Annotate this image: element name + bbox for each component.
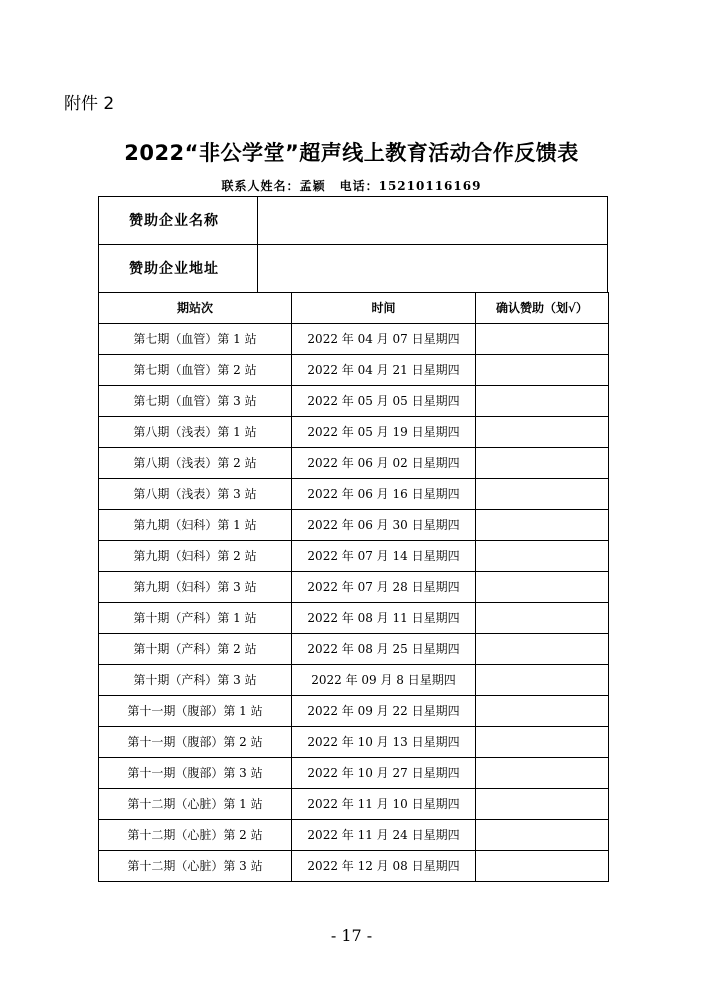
- session-cell: 第十一期（腹部）第 1 站: [99, 696, 292, 727]
- confirm-cell[interactable]: [476, 479, 609, 510]
- confirm-cell[interactable]: [476, 417, 609, 448]
- table-row: [99, 727, 609, 758]
- session-cell: 第八期（浅表）第 3 站: [99, 479, 292, 510]
- table-row: [99, 758, 609, 789]
- confirm-cell[interactable]: [476, 665, 609, 696]
- table-row: [99, 541, 609, 572]
- date-cell: 2022 年 10 月 13 日星期四: [292, 727, 476, 758]
- table-row: [99, 851, 609, 882]
- date-cell: 2022 年 06 月 16 日星期四: [292, 479, 476, 510]
- date-cell: 2022 年 04 月 07 日星期四: [292, 324, 476, 355]
- date-cell: 2022 年 07 月 14 日星期四: [292, 541, 476, 572]
- session-cell: 第十期（产科）第 2 站: [99, 634, 292, 665]
- date-cell: 2022 年 09 月 8 日星期四: [292, 665, 476, 696]
- table-row: [99, 696, 609, 727]
- table-row: [99, 572, 609, 603]
- page-number: - 17 -: [330, 926, 373, 945]
- contact-name: 孟颖: [299, 179, 326, 193]
- table-row: [99, 386, 609, 417]
- date-cell: 2022 年 08 月 11 日星期四: [292, 603, 476, 634]
- table-row: [99, 417, 609, 448]
- contact-name-label: 联系人姓名：: [221, 179, 300, 193]
- schedule-header-row: [99, 293, 609, 324]
- sponsor-name-label: 赞助企业名称: [99, 197, 258, 244]
- contact-phone-label: 电话：: [339, 179, 379, 193]
- confirm-cell[interactable]: [476, 696, 609, 727]
- session-cell: 第十二期（心脏）第 1 站: [99, 789, 292, 820]
- session-cell: 第十一期（腹部）第 2 站: [99, 727, 292, 758]
- confirm-cell[interactable]: [476, 355, 609, 386]
- session-cell: 第十二期（心脏）第 3 站: [99, 851, 292, 882]
- date-cell: 2022 年 11 月 10 日星期四: [292, 789, 476, 820]
- date-cell: 2022 年 12 月 08 日星期四: [292, 851, 476, 882]
- date-cell: 2022 年 06 月 02 日星期四: [292, 448, 476, 479]
- table-row: [99, 479, 609, 510]
- table-row: [99, 324, 609, 355]
- confirm-cell[interactable]: [476, 324, 609, 355]
- column-header-confirm: 确认赞助（划√）: [476, 293, 609, 324]
- confirm-cell[interactable]: [476, 541, 609, 572]
- session-cell: 第十二期（心脏）第 2 站: [99, 820, 292, 851]
- sponsor-address-field[interactable]: [258, 245, 607, 293]
- date-cell: 2022 年 09 月 22 日星期四: [292, 696, 476, 727]
- session-cell: 第十期（产科）第 1 站: [99, 603, 292, 634]
- confirm-cell[interactable]: [476, 851, 609, 882]
- table-row: [99, 603, 609, 634]
- table-row: [99, 820, 609, 851]
- date-cell: 2022 年 06 月 30 日星期四: [292, 510, 476, 541]
- date-cell: 2022 年 04 月 21 日星期四: [292, 355, 476, 386]
- session-cell: 第七期（血管）第 3 站: [99, 386, 292, 417]
- contact-phone: 15210116169: [378, 179, 482, 193]
- column-header-date: 时间: [292, 293, 476, 324]
- table-row: [99, 448, 609, 479]
- session-cell: 第十一期（腹部）第 3 站: [99, 758, 292, 789]
- table-row: [99, 634, 609, 665]
- confirm-cell[interactable]: [476, 758, 609, 789]
- sponsor-address-row: [99, 245, 607, 293]
- table-row: [99, 665, 609, 696]
- date-cell: 2022 年 07 月 28 日星期四: [292, 572, 476, 603]
- table-row: [99, 789, 609, 820]
- session-cell: 第十期（产科）第 3 站: [99, 665, 292, 696]
- confirm-cell[interactable]: [476, 386, 609, 417]
- table-row: [99, 510, 609, 541]
- date-cell: 2022 年 05 月 05 日星期四: [292, 386, 476, 417]
- session-cell: 第九期（妇科）第 3 站: [99, 572, 292, 603]
- date-cell: 2022 年 05 月 19 日星期四: [292, 417, 476, 448]
- confirm-cell[interactable]: [476, 727, 609, 758]
- confirm-cell[interactable]: [476, 820, 609, 851]
- session-cell: 第八期（浅表）第 2 站: [99, 448, 292, 479]
- contact-line: [0, 178, 703, 194]
- sponsor-name-field[interactable]: [258, 197, 607, 244]
- session-cell: 第九期（妇科）第 1 站: [99, 510, 292, 541]
- confirm-cell[interactable]: [476, 510, 609, 541]
- session-cell: 第九期（妇科）第 2 站: [99, 541, 292, 572]
- sponsor-info-table: [98, 196, 608, 292]
- sponsor-address-label: 赞助企业地址: [99, 245, 258, 293]
- column-header-session: 期站次: [99, 293, 292, 324]
- confirm-cell[interactable]: [476, 572, 609, 603]
- confirm-cell[interactable]: [476, 634, 609, 665]
- confirm-cell[interactable]: [476, 789, 609, 820]
- table-row: [99, 355, 609, 386]
- date-cell: 2022 年 10 月 27 日星期四: [292, 758, 476, 789]
- document-title: 2022“非公学堂”超声线上教育活动合作反馈表: [124, 141, 579, 165]
- sponsor-name-row: [99, 197, 607, 245]
- session-cell: 第八期（浅表）第 1 站: [99, 417, 292, 448]
- date-cell: 2022 年 08 月 25 日星期四: [292, 634, 476, 665]
- confirm-cell[interactable]: [476, 603, 609, 634]
- date-cell: 2022 年 11 月 24 日星期四: [292, 820, 476, 851]
- confirm-cell[interactable]: [476, 448, 609, 479]
- schedule-table: [98, 292, 609, 882]
- session-cell: 第七期（血管）第 1 站: [99, 324, 292, 355]
- session-cell: 第七期（血管）第 2 站: [99, 355, 292, 386]
- attachment-label: 附件 2: [64, 94, 115, 114]
